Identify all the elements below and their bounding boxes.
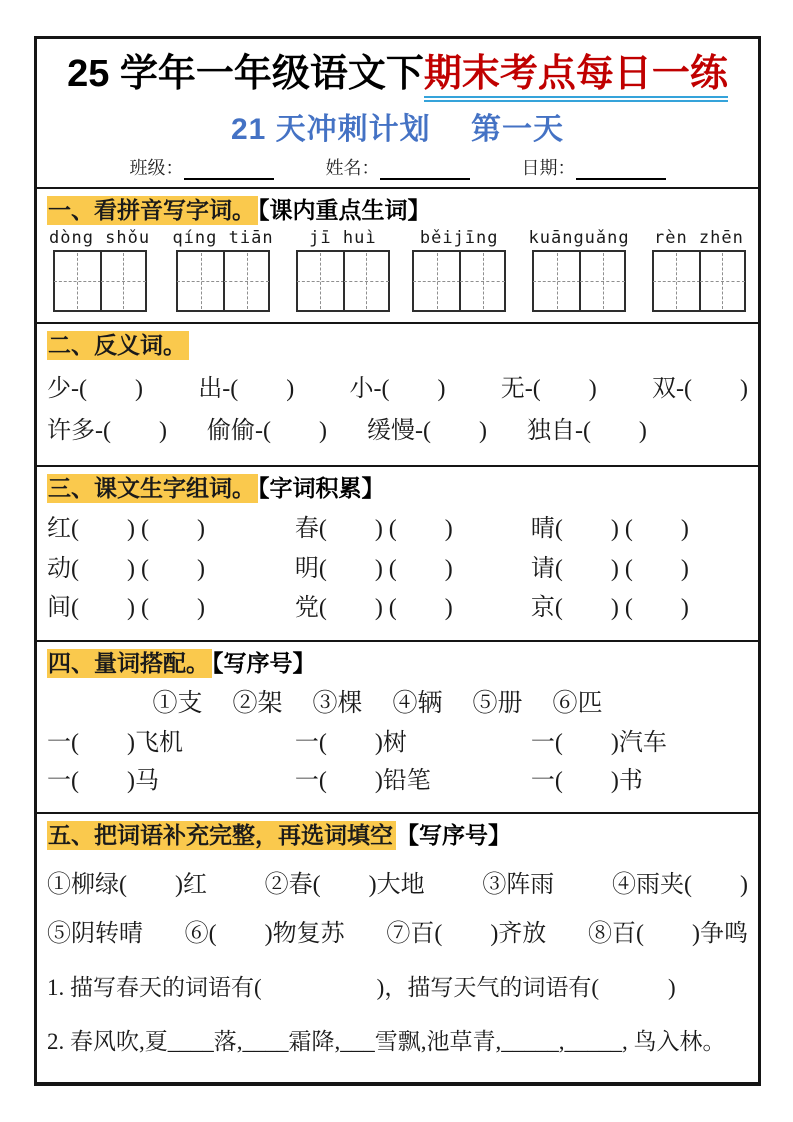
grid-cell (298, 252, 343, 310)
grid-cell (459, 252, 504, 310)
measure-word-item: 一( )书 (530, 768, 643, 795)
date-blank-line (576, 160, 666, 180)
section-4-note: 【写序号】 (212, 650, 316, 676)
grid-cell (699, 252, 744, 310)
section-4-heading: 四、量词搭配。 (47, 649, 212, 678)
word-building-item: 春( ) ( ) (294, 515, 453, 542)
page-title (67, 52, 728, 98)
section-5-heading: 五、把词语补充完整，再选词填空 (47, 821, 396, 850)
antonym-item: 出-( ) (198, 375, 295, 402)
section-2-antonyms (37, 322, 758, 465)
title-topic-part: 期末考点每日一练 (424, 53, 728, 102)
complete-words-row (47, 920, 748, 949)
measure-word-item: 一( )飞机 (47, 729, 183, 756)
grid-cell (223, 252, 268, 310)
complete-word-item: ⑦百( )齐放 (386, 921, 547, 948)
section-4-measure-words (37, 640, 758, 812)
grid-cell (534, 252, 579, 310)
antonym-item: 独自-( ) (526, 417, 647, 444)
complete-word-item: ⑥( )物复苏 (184, 921, 345, 948)
word-building-item: 动( ) ( ) (47, 555, 205, 582)
word-building-item: 间( ) ( ) (47, 595, 205, 622)
measure-word-item: 一( )树 (294, 729, 407, 756)
complete-word-item: ②春( )大地 (264, 872, 425, 899)
section-4-header (47, 648, 748, 679)
complete-words-row (47, 871, 748, 900)
antonym-item: 无-( ) (500, 375, 597, 402)
writing-grid (53, 250, 147, 312)
measure-word-row (47, 729, 748, 758)
option-item: ②架 (232, 689, 283, 717)
pinyin-label: dòng shǒu (49, 228, 151, 249)
word-building-item: 红( ) ( ) (47, 515, 205, 542)
word-building-row (47, 515, 748, 544)
section-3-word-building (37, 465, 758, 640)
fill-in-question-1: 1. 描写春天的词语有( )，描写天气的词语有( ) (47, 975, 676, 1001)
writing-grid (176, 250, 270, 312)
grid-cell (178, 252, 223, 310)
writing-grid (532, 250, 626, 312)
grid-cell (55, 252, 100, 310)
class-field (130, 154, 274, 180)
section-2-body (47, 361, 748, 459)
pinyin-grid-unit (412, 228, 506, 312)
option-item: ④辆 (392, 689, 443, 717)
antonym-row (47, 417, 748, 446)
section-3-note: 【字词积累】 (258, 475, 385, 501)
measure-word-options (47, 689, 748, 719)
section-5-note: 【写序号】 (396, 822, 511, 848)
antonym-item: 许多-( ) (47, 417, 167, 444)
pinyin-label: kuānguǎng (528, 228, 630, 249)
student-info-line (130, 154, 666, 180)
grid-cell (343, 252, 388, 310)
option-item: ③棵 (312, 689, 363, 717)
fill-in-question-2: 2. 春风吹,夏____落,____霜降,___雪飘,池草青,_____,_____, 鸟入林。 (47, 1028, 726, 1054)
pinyin-label: qíng tiān (172, 228, 274, 249)
measure-word-item: 一( )汽车 (530, 729, 667, 756)
grid-cell (100, 252, 145, 310)
option-item: ⑤册 (472, 689, 523, 717)
section-3-body (47, 504, 748, 634)
pinyin-grid-unit (296, 228, 390, 312)
section-5-header (47, 820, 748, 851)
section-2-heading: 二、反义词。 (47, 331, 189, 360)
complete-word-item: ⑤阴转晴 (47, 921, 143, 948)
date-label: 日期： (521, 158, 576, 179)
word-building-item: 明( ) ( ) (294, 555, 453, 582)
antonym-item: 缓慢-( ) (366, 417, 487, 444)
section-5-body (47, 851, 748, 1076)
section-3-heading: 三、课文生字组词。 (47, 474, 258, 503)
class-label: 班级： (129, 158, 184, 179)
date-field (522, 154, 666, 180)
option-item: ⑥匹 (552, 689, 603, 717)
word-building-item: 京( ) ( ) (530, 595, 689, 622)
section-1-pinyin-writing (37, 187, 758, 322)
pinyin-grid-unit (652, 228, 746, 312)
measure-word-item: 一( )马 (47, 768, 159, 795)
section-3-header (47, 473, 748, 504)
measure-word-item: 一( )铅笔 (294, 768, 431, 795)
pinyin-label: běijīng (419, 228, 499, 249)
writing-grid (296, 250, 390, 312)
pinyin-label: jī huì (309, 228, 377, 249)
complete-word-item: ⑧百( )争鸣 (587, 921, 748, 948)
complete-word-item: ①柳绿( )红 (47, 872, 207, 899)
writing-grid (412, 250, 506, 312)
pinyin-grid-unit (172, 228, 273, 312)
antonym-row (47, 375, 748, 404)
class-blank-line (184, 160, 274, 180)
name-field (326, 154, 470, 180)
complete-word-item: ③阵雨 (482, 872, 555, 899)
word-building-item: 晴( ) ( ) (530, 515, 689, 542)
word-building-item: 请( ) ( ) (530, 555, 689, 582)
grid-cell (579, 252, 624, 310)
antonym-item: 偷偷-( ) (206, 417, 327, 444)
measure-word-row (47, 767, 748, 796)
header (37, 39, 758, 187)
complete-word-item: ④雨夹( ) (611, 872, 748, 899)
name-blank-line (380, 160, 470, 180)
pinyin-grid-unit (49, 228, 150, 312)
word-building-item: 党( ) ( ) (294, 595, 453, 622)
grid-cell (654, 252, 699, 310)
section-1-note: 【课内重点生词】 (258, 197, 431, 223)
section-1-header (47, 195, 748, 226)
option-item: ①支 (152, 689, 203, 717)
section-1-heading: 一、看拼音写字词。 (47, 196, 258, 225)
pinyin-grid-row (47, 226, 748, 318)
pinyin-label: rèn zhēn (653, 228, 744, 249)
word-building-row (47, 594, 748, 623)
worksheet-page (34, 36, 761, 1086)
antonym-item: 少-( ) (47, 375, 143, 402)
pinyin-grid-unit (529, 228, 630, 312)
subtitle: 21 天冲刺计划 第一天 (230, 112, 565, 146)
word-building-row (47, 555, 748, 584)
grid-cell (414, 252, 459, 310)
title-course-part: 25 学年一年级语文下 (67, 52, 424, 95)
section-2-header (47, 330, 748, 361)
writing-grid (652, 250, 746, 312)
section-5-complete-words (37, 812, 758, 1082)
antonym-item: 小-( ) (349, 375, 446, 402)
section-4-body (47, 679, 748, 806)
name-label: 姓名： (325, 158, 380, 179)
antonym-item: 双-( ) (652, 375, 748, 402)
